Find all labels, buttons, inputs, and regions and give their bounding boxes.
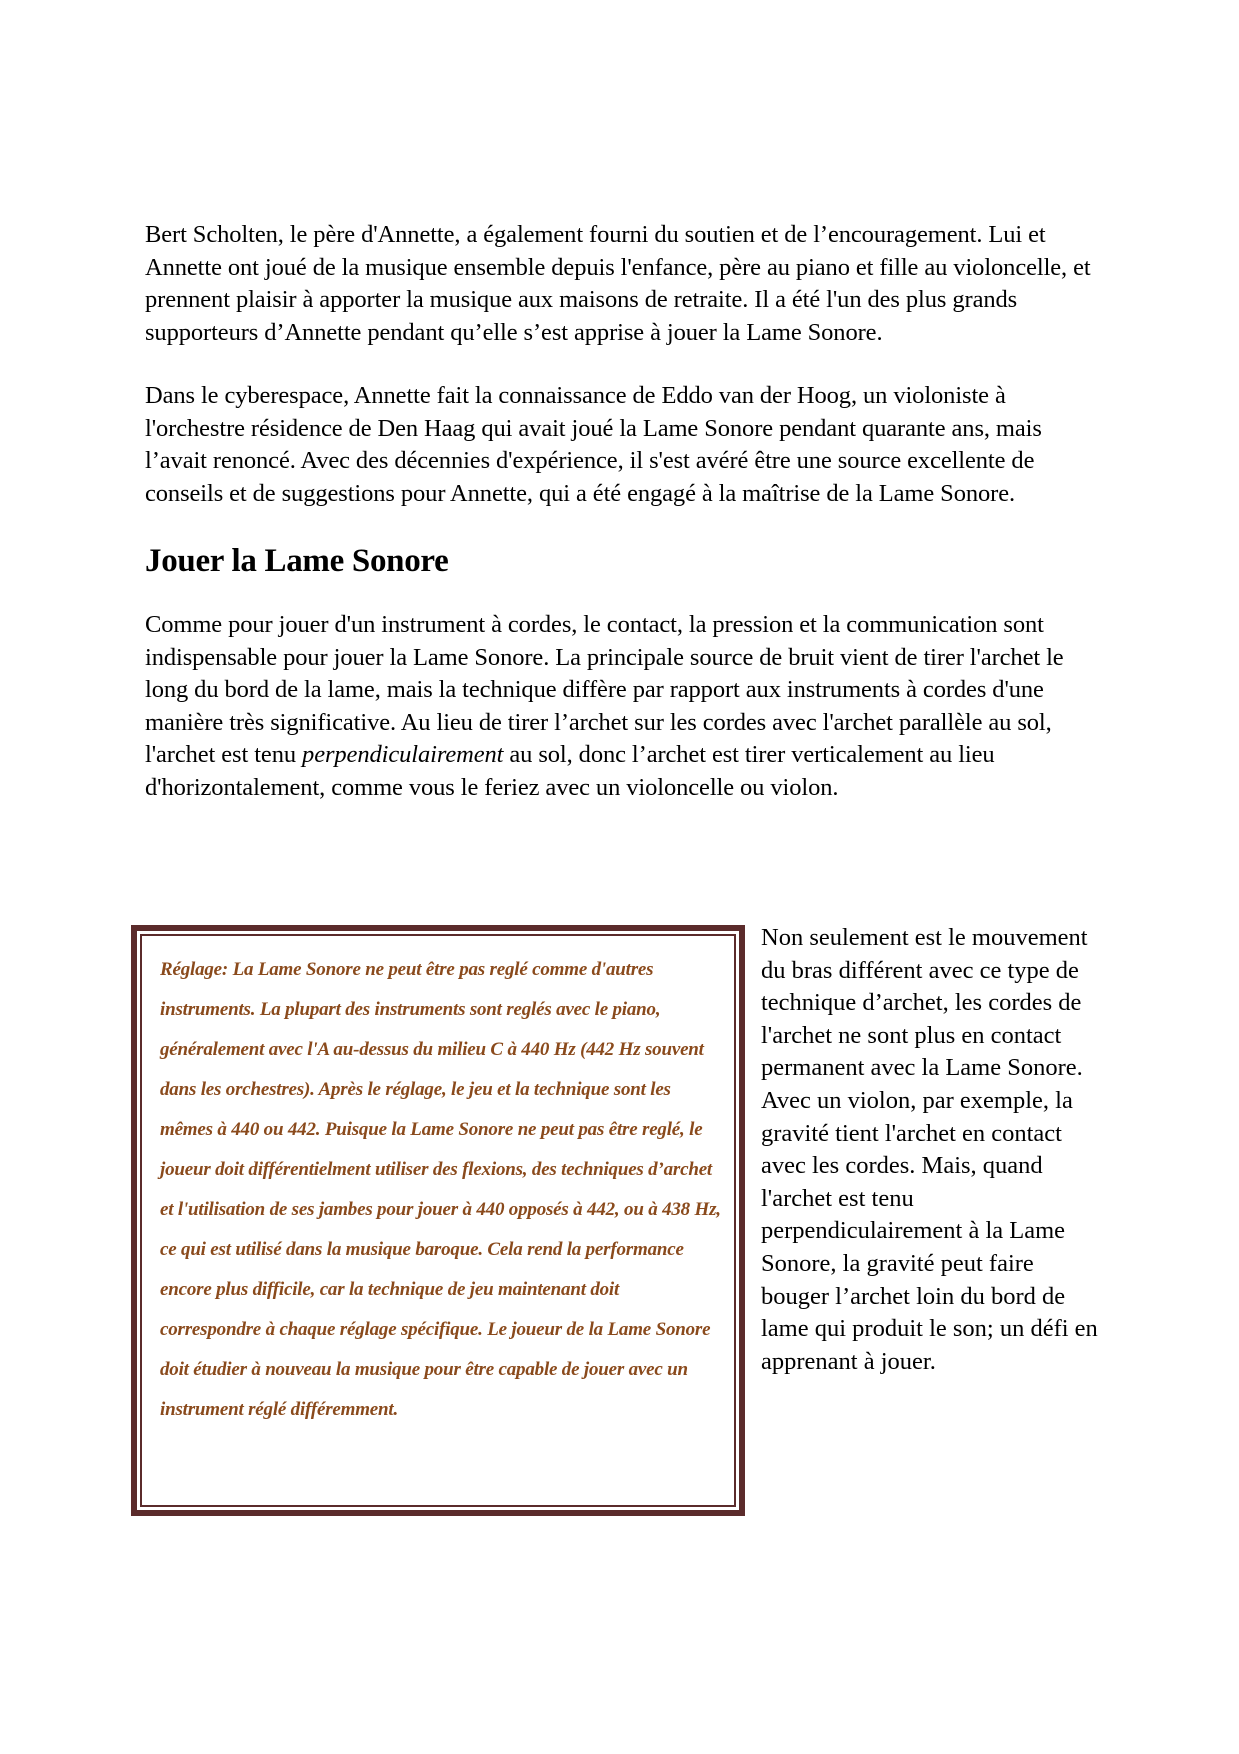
intro-text-start: Comme pour jouer d'un instrument à cordes, le contact, la pression et la communication sont indispensable pour jouer la Lame Sonore. La principale source de bruit vient de tirer l'archet le long du bord de la lame, mais la technique diffère par rapport aux instruments à cordes d'une manière très significative. Au lieu de tirer l’archet sur les cordes avec l'archet parallèle au sol, l'archet est tenu [145,611,1064,768]
document-body [145,219,1105,835]
side-column-text: Non seulement est le mouvement du bras différent avec ce type de technique d’archet, les cordes de l'archet ne sont plus en contact permanent avec la Lame Sonore. Avec un violon, par exemple, la gravité tient l'archet en contact avec les cordes. Mais, quand l'archet est tenu perpendiculairement à la Lame Sonore, la gravité peut faire bouger l’archet loin du bord de lame qui produit le son; un défi en apprenant à jouer. [761,924,1098,1375]
callout-text: Réglage: La Lame Sonore ne peut être pas reglé comme d'autres instruments. La plupart des instruments sont reglés avec le piano, généralement avec l'A au-dessus du milieu C à 440 Hz (442 Hz souvent dans les orchestres). Après le réglage, le jeu et la technique sont les mêmes à 440 ou 442. Puisque la Lame Sonore ne peut pas être reglé, le joueur doit différentielment utiliser des flexions, des techniques d’archet et l'utilisation de ses jambes pour jouer à 440 opposés à 442, ou à 438 Hz, ce qui est utilisé dans la musique baroque. Cela rend la performance encore plus difficile, car la technique de jeu maintenant doit correspondre à chaque réglage spécifique. Le joueur de la Lame Sonore doit étudier à nouveau la musique pour être capable de jouer avec un instrument réglé différemment. [160,959,721,1420]
reglage-callout-box [131,925,745,1516]
section-heading: Jouer la Lame Sonore [145,543,449,579]
paragraph-eddo-van-der-hoog: Dans le cyberespace, Annette fait la connaissance de Eddo van der Hoog, un violoniste à l'orchestre résidence de Den Haag qui avait joué la Lame Sonore pendant quarante ans, mais l’avait renoncé. Avec des décennies d'expérience, il s'est avéré être une source excellente de conseils et de suggestions pour Annette, qui a été engagé à la maîtrise de la Lame Sonore. [145,382,1042,507]
paragraph-bert-scholten: Bert Scholten, le père d'Annette, a également fourni du soutien et de l’encouragement. Lui et Annette ont joué de la musique ensemble depuis l'enfance, père au piano et fille au violoncelle, et prennent plaisir à apporter la musique aux maisons de retraite. Il a été l'un des plus grands supporteurs d’Annette pendant qu’elle s’est apprise à jouer la Lame Sonore. [145,221,1091,346]
callout-inner-border [140,934,736,1507]
paragraph-jouer-intro [145,609,1105,804]
intro-text-end: au sol, donc l’archet est tirer verticalement au lieu d'horizontalement, comme vous le feriez avec un violoncelle ou violon. [145,741,995,801]
intro-emphasis: perpendiculairement [302,741,504,768]
